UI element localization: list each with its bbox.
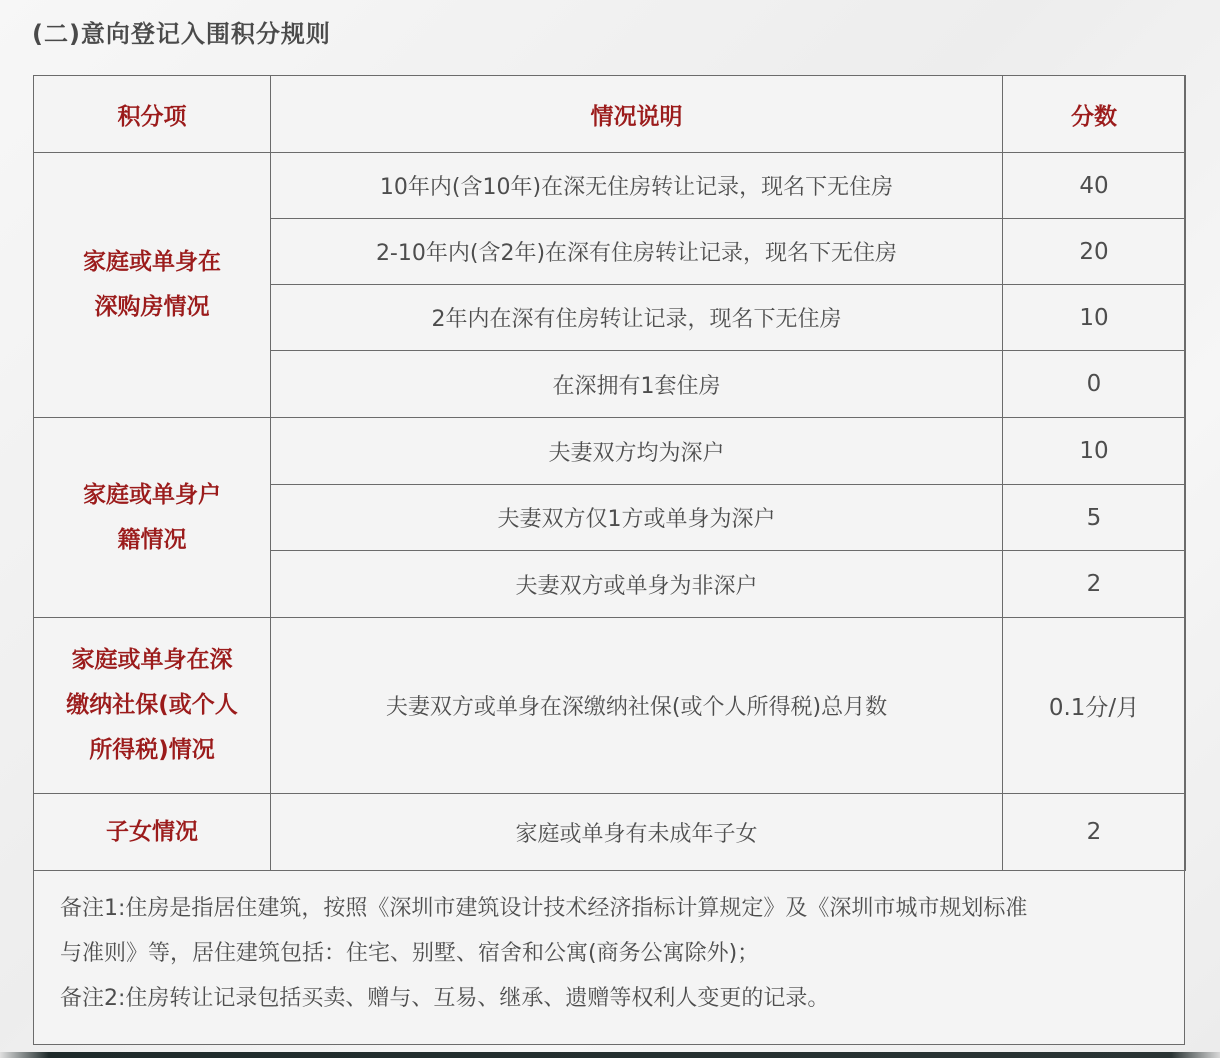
row-description: 2-10年内(含2年)在深有住房转让记录，现名下无住房: [271, 219, 1003, 285]
category-children: [34, 794, 271, 871]
table-header-row: [34, 76, 1186, 153]
header-item: 积分项: [34, 76, 271, 153]
row-description: 夫妻双方或单身在深缴纳社保(或个人所得税)总月数: [271, 618, 1003, 794]
table-row: [34, 618, 1186, 794]
category-hukou: [34, 418, 271, 618]
row-description: 夫妻双方仅1方或单身为深户: [271, 485, 1003, 551]
table-row: [34, 418, 1186, 485]
category-line: 所得税)情况: [89, 737, 215, 763]
row-score: 40: [1003, 153, 1186, 219]
note-1-line-1: 备注1:住房是指居住建筑，按照《深圳市建筑设计技术经济指标计算规定》及《深圳市城市规划标准: [60, 896, 1028, 921]
table-row: [34, 153, 1186, 219]
note-2: 备注2:住房转让记录包括买卖、赠与、互易、继承、遗赠等权利人变更的记录。: [60, 986, 830, 1011]
category-line: 家庭或单身户: [83, 481, 221, 508]
row-score: 0.1分/月: [1003, 618, 1186, 794]
row-description: 夫妻双方均为深户: [271, 418, 1003, 485]
category-line: 家庭或单身在深: [71, 647, 233, 673]
page-title: (二)意向登记入围积分规则: [32, 20, 331, 48]
row-description: 2年内在深有住房转让记录，现名下无住房: [271, 285, 1003, 351]
row-score: 5: [1003, 485, 1186, 551]
category-line: 子女情况: [106, 818, 198, 845]
row-score: 2: [1003, 794, 1186, 871]
row-score: 10: [1003, 285, 1186, 351]
notes-section: [60, 886, 1160, 1021]
note-1-line-2: 与准则》等，居住建筑包括：住宅、别墅、宿舍和公寓(商务公寓除外)；: [60, 941, 760, 966]
row-description: 在深拥有1套住房: [271, 351, 1003, 418]
row-score: 20: [1003, 219, 1186, 285]
row-description: 家庭或单身有未成年子女: [271, 794, 1003, 871]
category-line: 缴纳社保(或个人: [66, 692, 238, 718]
bottom-edge-strip: [0, 1052, 1220, 1058]
table-row: [34, 794, 1186, 871]
category-housing: [34, 153, 271, 418]
category-line: 家庭或单身在: [83, 249, 221, 275]
row-description: 10年内(含10年)在深无住房转让记录，现名下无住房: [271, 153, 1003, 219]
row-score: 0: [1003, 351, 1186, 418]
category-line: 深购房情况: [94, 294, 210, 320]
row-description: 夫妻双方或单身为非深户: [271, 551, 1003, 618]
row-score: 2: [1003, 551, 1186, 618]
header-description: 情况说明: [271, 76, 1003, 153]
header-score: 分数: [1003, 76, 1186, 153]
category-social-security: [34, 618, 271, 794]
rules-table: [33, 75, 1186, 871]
row-score: 10: [1003, 418, 1186, 485]
category-line: 籍情况: [117, 526, 187, 553]
